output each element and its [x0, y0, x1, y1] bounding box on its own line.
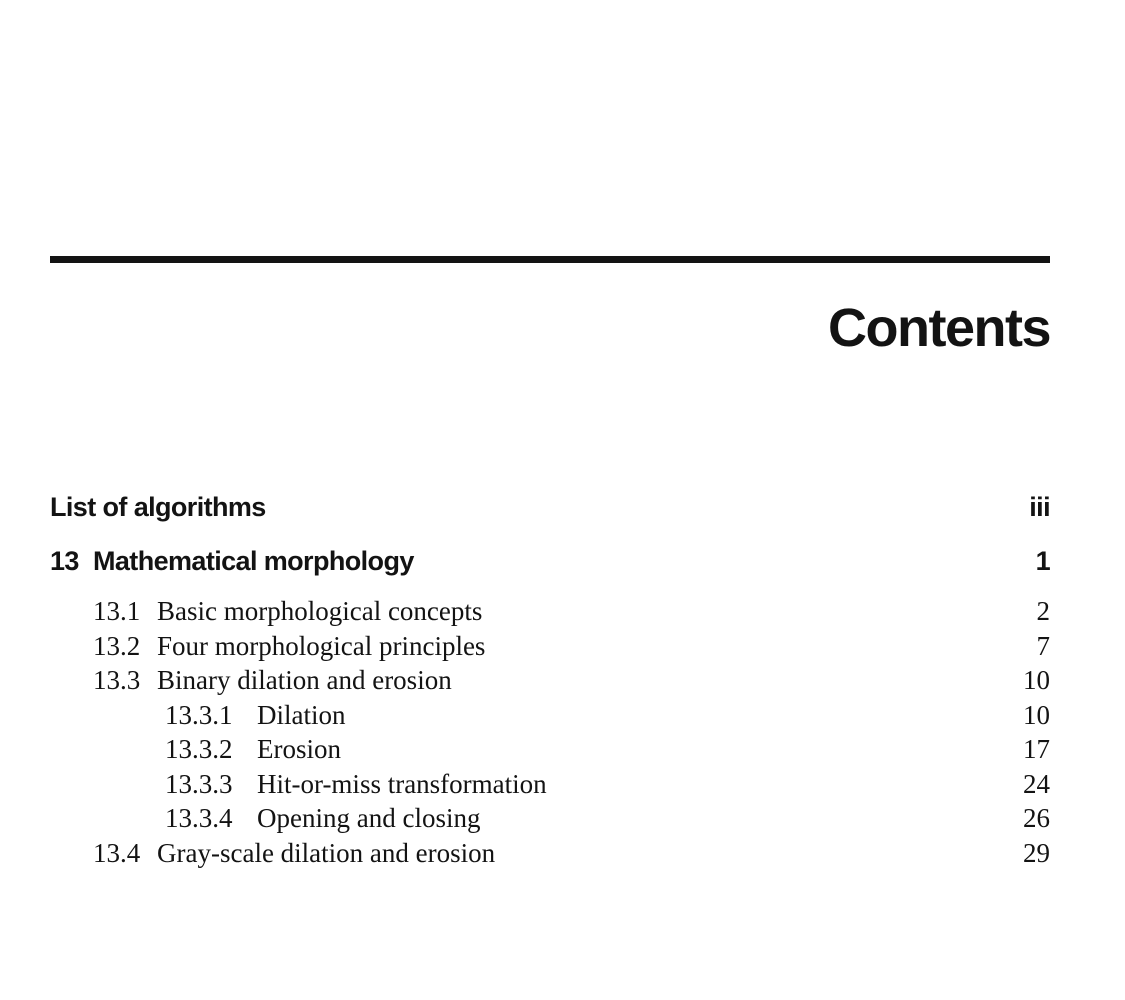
toc-entry-number: 13.3	[93, 665, 141, 695]
title-rule	[50, 256, 1050, 263]
toc-row	[50, 836, 1050, 871]
toc-entry-page: 1	[1035, 546, 1050, 576]
toc-entry-number: 13	[50, 546, 79, 576]
toc-entry-number: 13.3.2	[165, 734, 233, 764]
toc-entry-number: 13.3.1	[165, 699, 233, 730]
toc-row	[50, 698, 1050, 733]
toc-entry-title: Mathematical morphology	[93, 546, 414, 576]
toc-entry-title: Basic morphological concepts	[157, 596, 483, 626]
toc-row	[50, 629, 1050, 664]
toc-row	[50, 543, 1050, 579]
toc-entry-title: Erosion	[257, 734, 341, 764]
toc-entry-page: 17	[1023, 734, 1050, 764]
toc-row	[50, 767, 1050, 802]
toc-entry-number: 13.3.3	[165, 768, 233, 799]
toc-entry-number: 13.3.4	[165, 803, 233, 833]
toc-entry-page: 26	[1023, 803, 1050, 833]
toc-entry-title: Hit-or-miss transformation	[257, 768, 547, 799]
toc-row	[50, 663, 1050, 698]
toc-entry-page: iii	[1029, 492, 1050, 522]
toc-entry-number: 13.4	[93, 837, 141, 868]
toc-entry-page: 29	[1023, 837, 1050, 868]
toc-entry-page: 2	[1036, 596, 1050, 626]
toc-row	[50, 489, 1050, 525]
toc-list	[50, 489, 1050, 870]
toc-entry-title: Dilation	[257, 699, 346, 730]
toc-entry-number: 13.1	[93, 596, 141, 626]
toc-row	[50, 732, 1050, 767]
toc-entry-title: Opening and closing	[257, 803, 481, 833]
toc-row	[50, 801, 1050, 836]
toc-entry-title: List of algorithms	[50, 492, 266, 522]
toc-entry-title: Gray-scale dilation and erosion	[157, 837, 496, 868]
page-title: Contents	[828, 298, 1050, 358]
toc-entry-page: 10	[1023, 699, 1050, 730]
toc-entry-page: 10	[1023, 665, 1050, 695]
toc-entry-page: 24	[1023, 768, 1050, 799]
toc-entry-title: Four morphological principles	[157, 630, 486, 661]
toc-row	[50, 594, 1050, 629]
toc-entry-page: 7	[1036, 630, 1050, 661]
toc-entry-number: 13.2	[93, 630, 141, 661]
toc-entry-title: Binary dilation and erosion	[157, 665, 452, 695]
